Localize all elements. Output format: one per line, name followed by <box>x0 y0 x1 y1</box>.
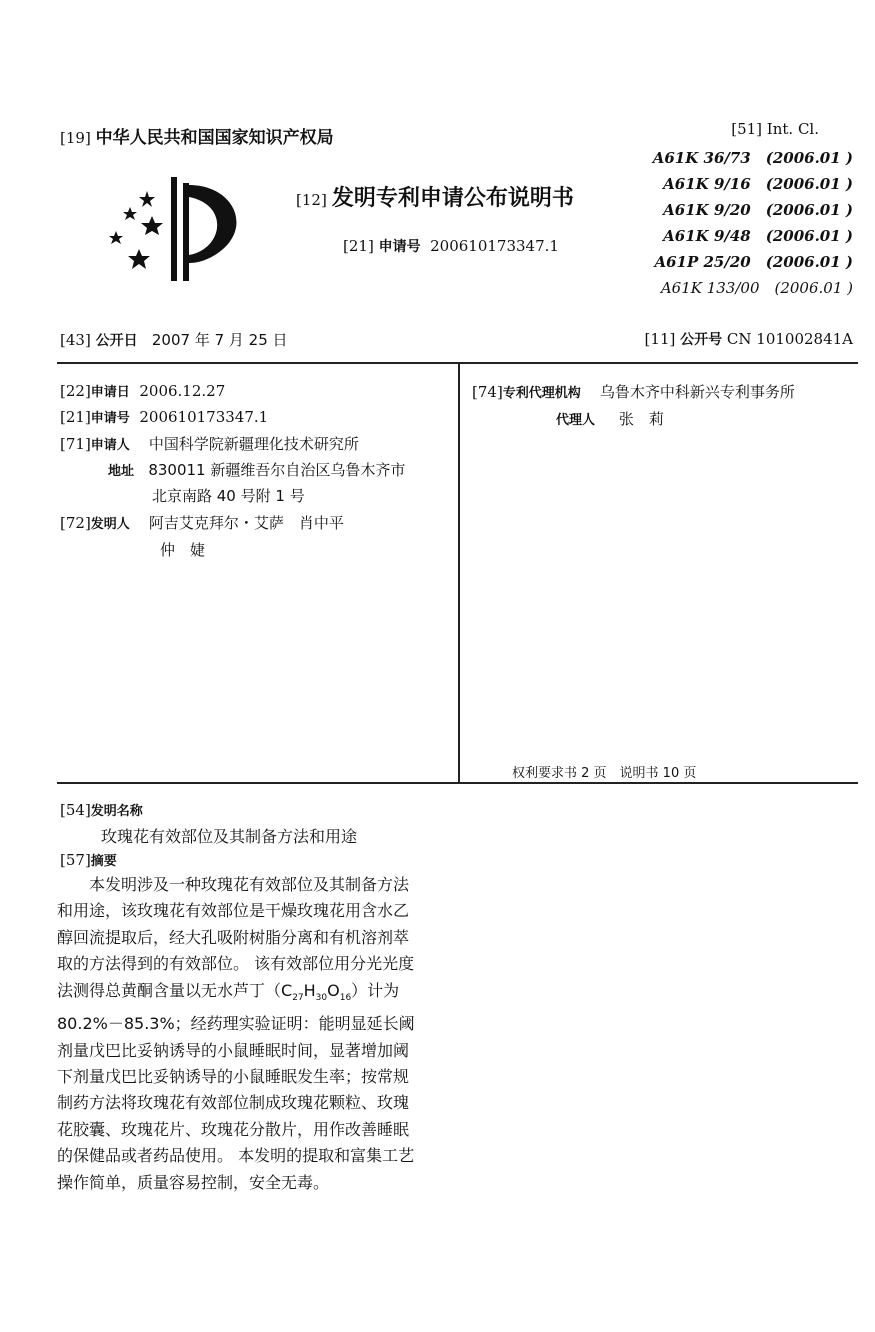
ipc-item: A61K 9/20 (2006.01 ) <box>663 201 853 219</box>
agent-label: 代理人 <box>556 413 596 428</box>
pub-no-code: [11] <box>644 330 676 348</box>
star-icon <box>109 231 123 244</box>
abstract-line: 取的方法得到的有效部位。 该有效部位用分光光度 <box>57 954 415 974</box>
star-icon <box>128 249 150 269</box>
agency <box>472 381 795 402</box>
agent-value: 张 莉 <box>618 410 664 428</box>
applicant-code: [71] <box>60 435 91 453</box>
inventors-code: [72] <box>60 514 91 532</box>
filing-date <box>60 381 225 400</box>
abstract-line: 的保健品或者药品使用。 本发明的提取和富集工艺 <box>57 1146 415 1166</box>
abstract-line-text: 法测得总黄酮含量以无水芦丁（ <box>57 980 282 1000</box>
filing-date-label: 申请日 <box>90 385 130 400</box>
ipc-code: [51] <box>731 120 763 138</box>
app-no-value: 200610173347.1 <box>430 237 559 255</box>
app-no-label: 申请号 <box>378 239 421 255</box>
abstract-line: 和用途，该玫瑰花有效部位是干燥玫瑰花用含水乙 <box>57 901 410 921</box>
abstract-body <box>57 872 452 1196</box>
office-header <box>60 123 334 148</box>
abstract-line: 花胶囊、玫瑰花片、玫瑰花分散片，用作改善睡眠 <box>57 1119 410 1139</box>
filing-date-value: 2006.12.27 <box>139 382 226 400</box>
pub-date-code: [43] <box>60 331 91 349</box>
agency-label: 专利代理机构 <box>502 386 581 401</box>
address <box>108 459 405 480</box>
agency-code: [74] <box>472 383 503 401</box>
abstract-code: [57] <box>60 851 91 869</box>
abstract-line: 醇回流提取后，经大孔吸附树脂分离和有机溶剂萃 <box>57 927 410 947</box>
app-no-value: 200610173347.1 <box>139 408 269 426</box>
column-divider <box>458 364 460 784</box>
doc-type-line <box>296 181 574 212</box>
formula: $C_{27}H_{30}O_{16}$ <box>281 980 352 1003</box>
inventors-line2: 仲 婕 <box>160 541 206 559</box>
pub-no-value: CN 101002841A <box>726 330 853 348</box>
abstract-line: 操作简单，质量容易控制，安全无毒。 <box>57 1172 330 1192</box>
app-no-code: [21] <box>343 237 374 255</box>
inventors-line1: 阿吉艾克拜尔・艾萨 肖中平 <box>148 514 344 532</box>
star-icon <box>123 207 137 220</box>
title-label: 发明名称 <box>90 804 143 819</box>
star-icon <box>141 216 163 235</box>
inventors <box>60 512 344 533</box>
page-counts: 权利要求书 2 页 说明书 10 页 <box>512 766 697 781</box>
app-no-code: [21] <box>60 408 91 426</box>
ipc-header <box>731 120 819 138</box>
applicant-label: 申请人 <box>90 438 130 453</box>
abstract-line: 80.2%－85.3%；经药理实验证明：能明显延长阈 <box>57 1014 415 1034</box>
header-app-no <box>343 236 559 256</box>
ipc-item: A61P 25/20 (2006.01 ) <box>654 253 853 271</box>
sipo-emblem <box>105 175 250 285</box>
ipc-item: A61K 36/73 (2006.01 ) <box>652 149 853 167</box>
divider <box>57 782 858 784</box>
pub-no <box>645 329 853 349</box>
ipc-item: A61K 133/00 (2006.01 ) <box>660 279 853 297</box>
emblem-arc <box>189 185 236 263</box>
abstract-line: 本发明涉及一种玫瑰花有效部位及其制备方法 <box>89 875 410 894</box>
invention-title: 玫瑰花有效部位及其制备方法和用途 <box>101 827 358 846</box>
emblem-bar <box>171 177 177 281</box>
pub-no-label: 公开号 <box>680 332 723 348</box>
abstract-line: 制药方法将玫瑰花有效部位制成玫瑰花颗粒、玫瑰 <box>57 1093 410 1113</box>
abstract-line-tail: ）计为 <box>351 980 400 1000</box>
abstract-line: 剂量戊巴比妥钠诱导的小鼠睡眠时间，显著增加阈 <box>57 1040 410 1060</box>
ipc-item: A61K 9/48 (2006.01 ) <box>663 227 853 245</box>
filing-date-code: [22] <box>60 382 91 400</box>
office-name: 中华人民共和国国家知识产权局 <box>95 128 334 148</box>
agent <box>556 408 664 429</box>
abstract-label: 摘要 <box>90 854 117 869</box>
ipc-item: A61K 9/16 (2006.01 ) <box>663 175 853 193</box>
ipc-label: Int. Cl. <box>766 120 819 138</box>
pub-date <box>60 329 288 350</box>
title-heading <box>60 800 143 819</box>
abstract-line: 下剂量戊巴比妥钠诱导的小鼠睡眠发生率；按常规 <box>57 1067 410 1087</box>
office-code: [19] <box>60 129 91 147</box>
address-label: 地址 <box>108 464 135 479</box>
applicant-value: 中国科学院新疆理化技术研究所 <box>148 435 359 453</box>
star-icon <box>139 191 155 207</box>
title-code: [54] <box>60 801 91 819</box>
doc-type: 发明专利申请公布说明书 <box>331 186 574 211</box>
abstract-line <box>57 978 452 1012</box>
pub-date-value: 2007 年 7 月 25 日 <box>151 331 288 349</box>
app-no <box>60 407 268 426</box>
applicant <box>60 433 359 454</box>
emblem-bar <box>183 183 189 281</box>
abstract-heading <box>60 850 117 869</box>
pub-date-label: 公开日 <box>95 333 138 349</box>
app-no-label: 申请号 <box>90 411 130 426</box>
doc-type-code: [12] <box>296 191 327 209</box>
address-line2: 北京南路 40 号附 1 号 <box>152 487 305 505</box>
inventors-label: 发明人 <box>90 517 130 532</box>
agency-value: 乌鲁木齐中科新兴专利事务所 <box>599 383 795 401</box>
address-line1: 830011 新疆维吾尔自治区乌鲁木齐市 <box>148 461 406 479</box>
